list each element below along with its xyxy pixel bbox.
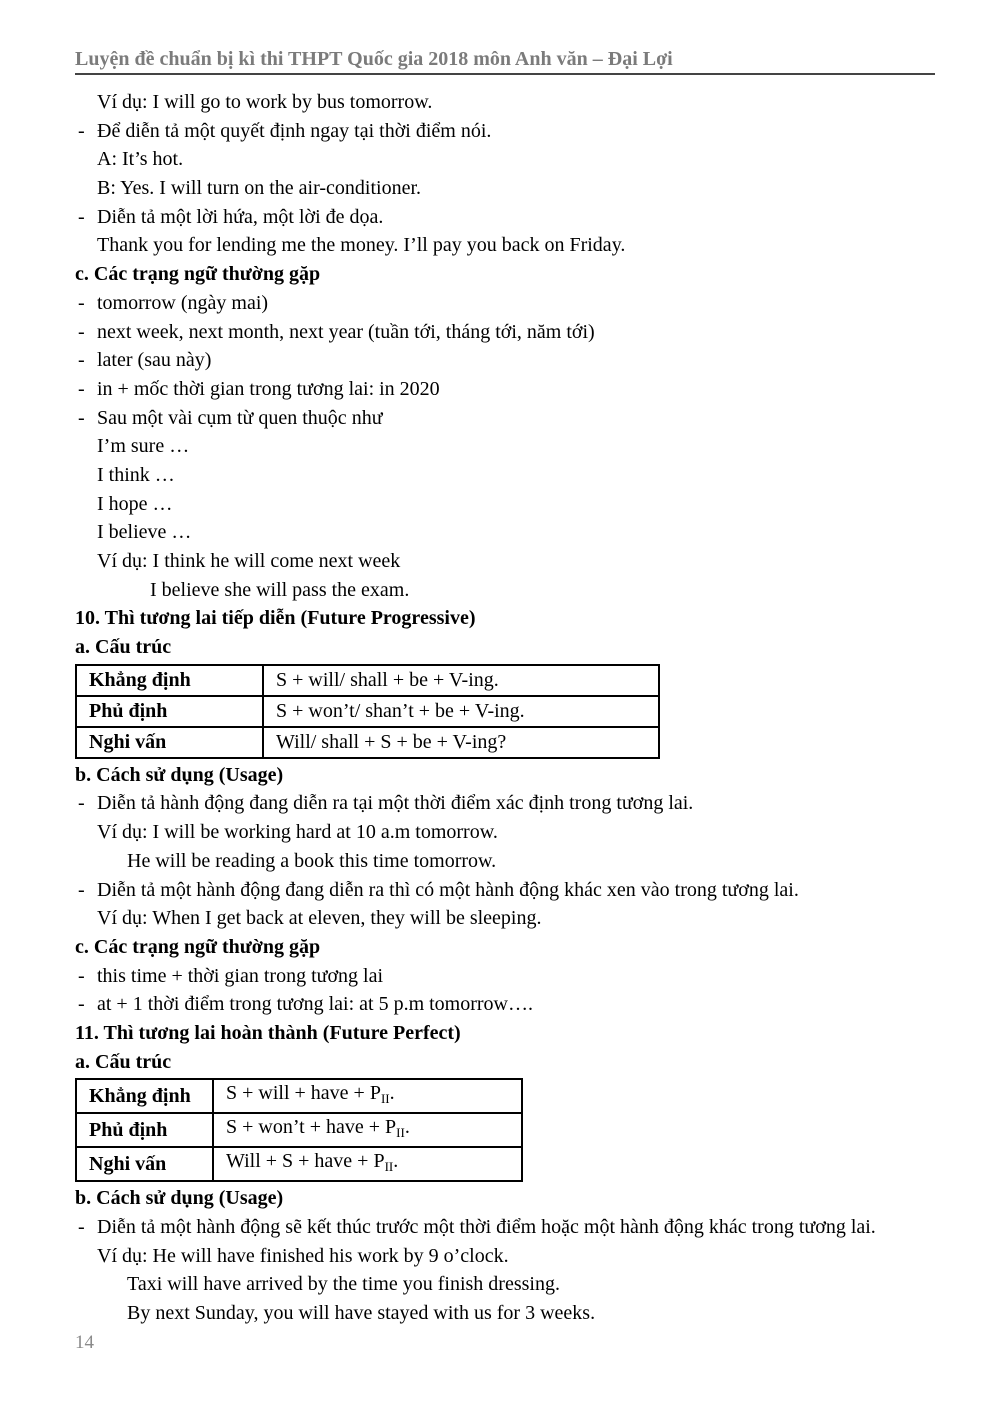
section-heading-adverbs: c. Các trạng ngữ thường gặp bbox=[75, 263, 321, 286]
example-line: I think … bbox=[97, 463, 175, 486]
table-cell-formula: S + will + have + $P_{II}$. bbox=[213, 1079, 522, 1113]
subscript: II bbox=[396, 1125, 405, 1141]
table-cell-formula: S + won’t + have + $P_{II}$. bbox=[213, 1113, 522, 1147]
structure-table-future-perfect bbox=[75, 1078, 523, 1182]
bullet-item bbox=[75, 375, 935, 404]
bullet-dash: - bbox=[78, 406, 85, 429]
example-line: Ví dụ: I will go to work by bus tomorrow. bbox=[97, 91, 433, 113]
bullet-dash: - bbox=[78, 349, 85, 372]
table-cell-formula: Will + S + have + $P_{II}$. bbox=[213, 1147, 522, 1181]
page-number: 14 bbox=[75, 1331, 94, 1353]
table-cell-label: Khẳng định bbox=[76, 1079, 213, 1113]
subsection-heading-usage: b. Cách sử dụng (Usage) bbox=[75, 1187, 284, 1210]
bullet-item bbox=[75, 203, 935, 232]
subscript: II bbox=[380, 1091, 390, 1107]
example-line: He will be reading a book this time tomorrow. bbox=[127, 849, 497, 872]
example-line: Ví dụ: I think he will come next week bbox=[97, 550, 401, 572]
example-line: Taxi will have arrived by the time you finish dressing. bbox=[127, 1273, 560, 1296]
bullet-dash: - bbox=[78, 792, 85, 815]
bullet-text: Diễn tả một hành động đang diễn ra thì có một hành động khác xen vào trong tương lai. bbox=[97, 878, 799, 901]
table-cell-formula: S + won’t/ shan’t + be + V-ing. bbox=[263, 696, 659, 727]
bullet-item bbox=[75, 1213, 935, 1242]
table-cell-formula: S + will/ shall + be + V-ing. bbox=[263, 665, 659, 696]
bullet-text: Sau một vài cụm từ quen thuộc như bbox=[97, 406, 383, 429]
bullet-dash: - bbox=[78, 1216, 85, 1238]
section-heading-future-perfect: 11. Thì tương lai hoàn thành (Future Perfect) bbox=[75, 1021, 461, 1044]
bullet-dash: - bbox=[78, 377, 85, 400]
table-row bbox=[76, 665, 659, 696]
bullet-item bbox=[75, 789, 935, 818]
subscript: II bbox=[384, 1159, 394, 1175]
table-row bbox=[76, 696, 659, 727]
bullet-item bbox=[75, 346, 935, 375]
bullet-text: this time + thời gian trong tương lai bbox=[97, 964, 384, 987]
example-line: Ví dụ: When I get back at eleven, they will be sleeping. bbox=[97, 907, 542, 930]
table-row bbox=[76, 727, 659, 758]
bullet-dash: - bbox=[78, 119, 85, 142]
bullet-dash: - bbox=[78, 291, 85, 314]
subsection-heading-structure: a. Cấu trúc bbox=[75, 1050, 172, 1073]
bullet-dash: - bbox=[78, 993, 85, 1016]
structure-table-future-progressive bbox=[75, 664, 660, 759]
bullet-item bbox=[75, 117, 935, 146]
bullet-dash: - bbox=[78, 964, 85, 987]
example-line: I believe she will pass the exam. bbox=[150, 578, 410, 601]
example-line: Ví dụ: I will be working hard at 10 a.m tomorrow. bbox=[97, 821, 498, 844]
table-row bbox=[76, 1113, 522, 1147]
example-line: I hope … bbox=[97, 492, 173, 515]
bullet-item bbox=[75, 318, 935, 347]
example-line: A: It’s hot. bbox=[97, 148, 184, 171]
bullet-text: Để diễn tả một quyết định ngay tại thời điểm nói. bbox=[97, 119, 492, 142]
section-heading-future-progressive: 10. Thì tương lai tiếp diễn (Future Progressive) bbox=[75, 607, 476, 630]
bullet-text: Diễn tả hành động đang diễn ra tại một thời điểm xác định trong tương lai. bbox=[97, 792, 694, 815]
table-cell-label: Phủ định bbox=[76, 696, 263, 727]
example-line: Ví dụ: He will have finished his work by 9 o’clock. bbox=[97, 1244, 509, 1267]
bullet-dash: - bbox=[78, 205, 85, 228]
bullet-text: Diễn tả một lời hứa, một lời đe dọa. bbox=[97, 205, 384, 228]
bullet-item bbox=[75, 990, 935, 1019]
bullet-text: next week, next month, next year (tuần tới, tháng tới, năm tới) bbox=[97, 320, 595, 343]
bullet-text: at + 1 thời điểm trong tương lai: at 5 p.m tomorrow…. bbox=[97, 993, 533, 1016]
table-cell-label: Khẳng định bbox=[76, 665, 263, 696]
example-line: I’m sure … bbox=[97, 435, 190, 458]
table-cell-label: Phủ định bbox=[76, 1113, 213, 1147]
bullet-item bbox=[75, 876, 935, 905]
subsection-heading-structure: a. Cấu trúc bbox=[75, 636, 172, 659]
section-heading-adverbs: c. Các trạng ngữ thường gặp bbox=[75, 935, 321, 958]
bullet-text: in + mốc thời gian trong tương lai: in 2020 bbox=[97, 377, 440, 400]
bullet-item bbox=[75, 404, 935, 433]
subsection-heading-usage: b. Cách sử dụng (Usage) bbox=[75, 763, 284, 786]
bullet-dash: - bbox=[78, 320, 85, 343]
bullet-dash: - bbox=[78, 878, 85, 901]
example-line: B: Yes. I will turn on the air-conditioner. bbox=[97, 177, 422, 200]
example-line: Thank you for lending me the money. I’ll pay you back on Friday. bbox=[97, 234, 626, 257]
bullet-item bbox=[75, 289, 935, 318]
example-line: By next Sunday, you will have stayed with us for 3 weeks. bbox=[127, 1302, 596, 1325]
table-cell-label: Nghi vấn bbox=[76, 727, 263, 758]
table-cell-formula: Will/ shall + S + be + V-ing? bbox=[263, 727, 659, 758]
page-header-title: Luyện đề chuẩn bị kì thi THPT Quốc gia 2018 môn Anh văn – Đại Lợi bbox=[75, 46, 935, 75]
bullet-text: later (sau này) bbox=[97, 349, 212, 372]
bullet-text: tomorrow (ngày mai) bbox=[97, 291, 269, 314]
table-row bbox=[76, 1079, 522, 1113]
bullet-item bbox=[75, 962, 935, 991]
table-cell-label: Nghi vấn bbox=[76, 1147, 213, 1181]
table-row bbox=[76, 1147, 522, 1181]
example-line: I believe … bbox=[97, 521, 192, 544]
bullet-text: Diễn tả một hành động sẽ kết thúc trước một thời điểm hoặc một hành động khác trong tương lai. bbox=[97, 1216, 876, 1238]
